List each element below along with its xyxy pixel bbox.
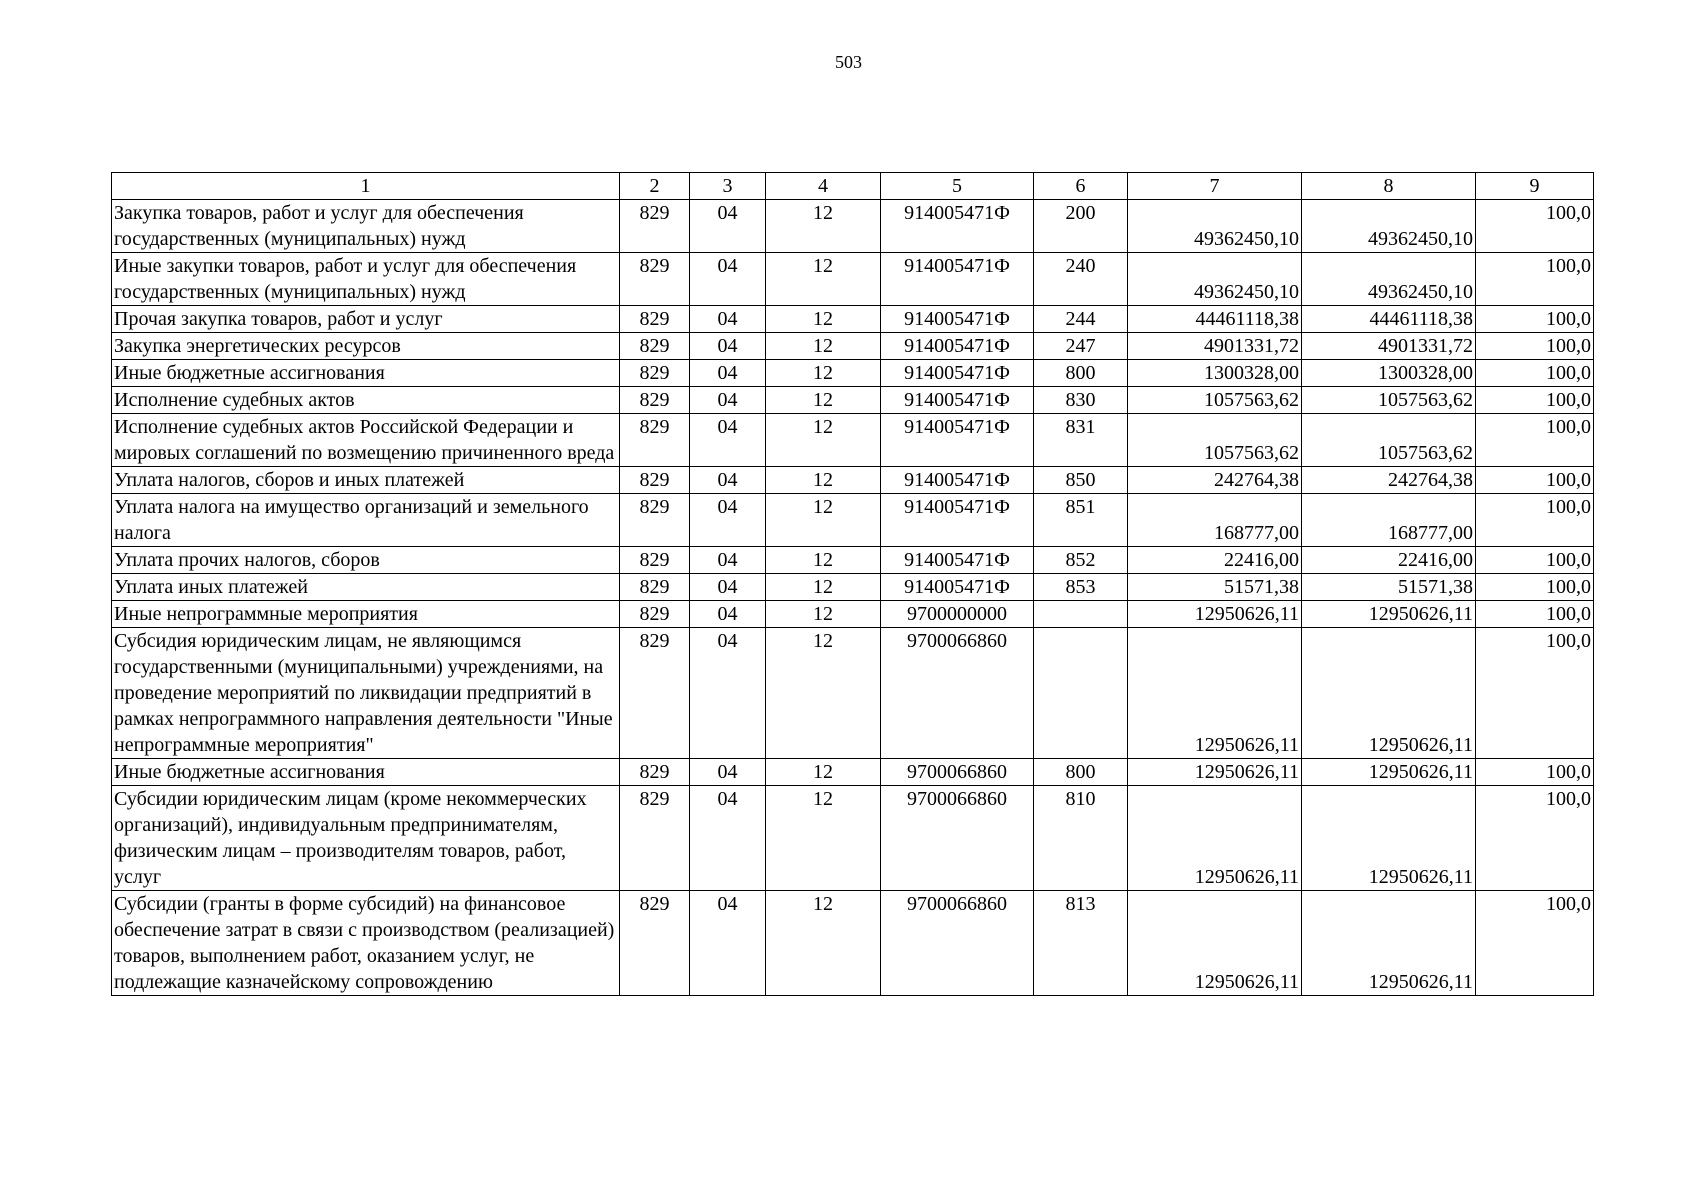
target-article-cell: 914005471Ф	[881, 574, 1034, 601]
table-row	[112, 494, 1594, 547]
plan-sum-cell: 1300328,00	[1128, 360, 1302, 387]
target-article-cell: 914005471Ф	[881, 494, 1034, 547]
target-article-cell: 914005471Ф	[881, 387, 1034, 414]
table-row	[112, 253, 1594, 306]
row-name-cell: Иные закупки товаров, работ и услуг для обеспечения государственных (муниципальных) нужд	[112, 253, 620, 306]
fact-sum-cell: 44461118,38	[1302, 306, 1476, 333]
percent-cell: 100,0	[1476, 333, 1594, 360]
section-code-cell: 04	[690, 786, 766, 891]
target-article-cell: 914005471Ф	[881, 253, 1034, 306]
section-code-cell: 04	[690, 200, 766, 253]
expense-type-cell: 247	[1034, 333, 1128, 360]
grbs-code-cell: 829	[620, 494, 690, 547]
plan-sum-cell: 49362450,10	[1128, 200, 1302, 253]
table-row	[112, 786, 1594, 891]
subsection-code-cell: 12	[766, 786, 881, 891]
percent-cell: 100,0	[1476, 200, 1594, 253]
row-name-cell: Субсидия юридическим лицам, не являющимся государственными (муниципальными) учреждениями, на проведение мероприятий по ликвидации предприятий в рамках непрограммного направления деятельности "Иные непрограммные мероприятия"	[112, 628, 620, 759]
expense-type-cell: 244	[1034, 306, 1128, 333]
expense-type-cell: 850	[1034, 467, 1128, 494]
percent-cell: 100,0	[1476, 306, 1594, 333]
grbs-code-cell: 829	[620, 306, 690, 333]
section-code-cell: 04	[690, 333, 766, 360]
section-code-cell: 04	[690, 387, 766, 414]
target-article-cell: 914005471Ф	[881, 547, 1034, 574]
row-name-cell: Прочая закупка товаров, работ и услуг	[112, 306, 620, 333]
grbs-code-cell: 829	[620, 601, 690, 628]
header-col-2: 2	[620, 173, 690, 200]
expense-type-cell	[1034, 601, 1128, 628]
plan-sum-cell: 12950626,11	[1128, 786, 1302, 891]
grbs-code-cell: 829	[620, 628, 690, 759]
expense-type-cell: 810	[1034, 786, 1128, 891]
expense-type-cell	[1034, 628, 1128, 759]
fact-sum-cell: 168777,00	[1302, 494, 1476, 547]
row-name-cell: Иные бюджетные ассигнования	[112, 360, 620, 387]
section-code-cell: 04	[690, 601, 766, 628]
section-code-cell: 04	[690, 467, 766, 494]
table-header-row	[112, 173, 1594, 200]
row-name-cell: Закупка энергетических ресурсов	[112, 333, 620, 360]
table-row	[112, 333, 1594, 360]
row-name-cell: Исполнение судебных актов Российской Федерации и мировых соглашений по возмещению причиненного вреда	[112, 414, 620, 467]
plan-sum-cell: 12950626,11	[1128, 628, 1302, 759]
plan-sum-cell: 44461118,38	[1128, 306, 1302, 333]
target-article-cell: 914005471Ф	[881, 306, 1034, 333]
table-row	[112, 891, 1594, 996]
plan-sum-cell: 22416,00	[1128, 547, 1302, 574]
subsection-code-cell: 12	[766, 601, 881, 628]
header-col-6: 6	[1034, 173, 1128, 200]
subsection-code-cell: 12	[766, 200, 881, 253]
section-code-cell: 04	[690, 759, 766, 786]
percent-cell: 100,0	[1476, 628, 1594, 759]
target-article-cell: 914005471Ф	[881, 414, 1034, 467]
header-col-4: 4	[766, 173, 881, 200]
table-row	[112, 601, 1594, 628]
header-col-8: 8	[1302, 173, 1476, 200]
target-article-cell: 9700066860	[881, 628, 1034, 759]
grbs-code-cell: 829	[620, 786, 690, 891]
row-name-cell: Закупка товаров, работ и услуг для обеспечения государственных (муниципальных) нужд	[112, 200, 620, 253]
subsection-code-cell: 12	[766, 547, 881, 574]
plan-sum-cell: 1057563,62	[1128, 414, 1302, 467]
header-col-5: 5	[881, 173, 1034, 200]
grbs-code-cell: 829	[620, 360, 690, 387]
section-code-cell: 04	[690, 574, 766, 601]
table-row	[112, 547, 1594, 574]
percent-cell: 100,0	[1476, 891, 1594, 996]
header-col-1: 1	[112, 173, 620, 200]
plan-sum-cell: 242764,38	[1128, 467, 1302, 494]
section-code-cell: 04	[690, 628, 766, 759]
fact-sum-cell: 12950626,11	[1302, 891, 1476, 996]
row-name-cell: Уплата прочих налогов, сборов	[112, 547, 620, 574]
percent-cell: 100,0	[1476, 360, 1594, 387]
section-code-cell: 04	[690, 306, 766, 333]
percent-cell: 100,0	[1476, 414, 1594, 467]
subsection-code-cell: 12	[766, 253, 881, 306]
row-name-cell: Уплата иных платежей	[112, 574, 620, 601]
plan-sum-cell: 4901331,72	[1128, 333, 1302, 360]
subsection-code-cell: 12	[766, 414, 881, 467]
percent-cell: 100,0	[1476, 786, 1594, 891]
plan-sum-cell: 12950626,11	[1128, 759, 1302, 786]
percent-cell: 100,0	[1476, 601, 1594, 628]
target-article-cell: 914005471Ф	[881, 467, 1034, 494]
percent-cell: 100,0	[1476, 759, 1594, 786]
table-row	[112, 360, 1594, 387]
fact-sum-cell: 22416,00	[1302, 547, 1476, 574]
target-article-cell: 914005471Ф	[881, 360, 1034, 387]
percent-cell: 100,0	[1476, 494, 1594, 547]
target-article-cell: 9700066860	[881, 759, 1034, 786]
target-article-cell: 914005471Ф	[881, 333, 1034, 360]
target-article-cell: 9700066860	[881, 891, 1034, 996]
expense-type-cell: 800	[1034, 759, 1128, 786]
subsection-code-cell: 12	[766, 387, 881, 414]
subsection-code-cell: 12	[766, 333, 881, 360]
row-name-cell: Уплата налогов, сборов и иных платежей	[112, 467, 620, 494]
expense-type-cell: 851	[1034, 494, 1128, 547]
fact-sum-cell: 51571,38	[1302, 574, 1476, 601]
table-row	[112, 467, 1594, 494]
grbs-code-cell: 829	[620, 200, 690, 253]
row-name-cell: Иные непрограммные мероприятия	[112, 601, 620, 628]
percent-cell: 100,0	[1476, 547, 1594, 574]
table-row	[112, 387, 1594, 414]
grbs-code-cell: 829	[620, 891, 690, 996]
budget-table-container	[111, 172, 1594, 996]
subsection-code-cell: 12	[766, 574, 881, 601]
target-article-cell: 914005471Ф	[881, 200, 1034, 253]
fact-sum-cell: 1057563,62	[1302, 387, 1476, 414]
subsection-code-cell: 12	[766, 360, 881, 387]
table-row	[112, 759, 1594, 786]
expense-type-cell: 831	[1034, 414, 1128, 467]
percent-cell: 100,0	[1476, 467, 1594, 494]
expense-type-cell: 853	[1034, 574, 1128, 601]
plan-sum-cell: 51571,38	[1128, 574, 1302, 601]
expense-type-cell: 800	[1034, 360, 1128, 387]
section-code-cell: 04	[690, 360, 766, 387]
table-row	[112, 200, 1594, 253]
subsection-code-cell: 12	[766, 759, 881, 786]
target-article-cell: 9700066860	[881, 786, 1034, 891]
fact-sum-cell: 12950626,11	[1302, 628, 1476, 759]
section-code-cell: 04	[690, 414, 766, 467]
grbs-code-cell: 829	[620, 333, 690, 360]
percent-cell: 100,0	[1476, 387, 1594, 414]
header-col-3: 3	[690, 173, 766, 200]
subsection-code-cell: 12	[766, 467, 881, 494]
target-article-cell: 9700000000	[881, 601, 1034, 628]
plan-sum-cell: 12950626,11	[1128, 891, 1302, 996]
fact-sum-cell: 242764,38	[1302, 467, 1476, 494]
plan-sum-cell: 49362450,10	[1128, 253, 1302, 306]
fact-sum-cell: 49362450,10	[1302, 253, 1476, 306]
section-code-cell: 04	[690, 253, 766, 306]
fact-sum-cell: 12950626,11	[1302, 759, 1476, 786]
page-number: 503	[835, 52, 862, 72]
table-row	[112, 306, 1594, 333]
table-row	[112, 628, 1594, 759]
header-col-7: 7	[1128, 173, 1302, 200]
fact-sum-cell: 1300328,00	[1302, 360, 1476, 387]
subsection-code-cell: 12	[766, 891, 881, 996]
grbs-code-cell: 829	[620, 574, 690, 601]
fact-sum-cell: 1057563,62	[1302, 414, 1476, 467]
budget-table	[111, 172, 1594, 996]
percent-cell: 100,0	[1476, 253, 1594, 306]
header-col-9: 9	[1476, 173, 1594, 200]
percent-cell: 100,0	[1476, 574, 1594, 601]
row-name-cell: Иные бюджетные ассигнования	[112, 759, 620, 786]
grbs-code-cell: 829	[620, 387, 690, 414]
plan-sum-cell: 168777,00	[1128, 494, 1302, 547]
table-row	[112, 574, 1594, 601]
row-name-cell: Исполнение судебных актов	[112, 387, 620, 414]
row-name-cell: Уплата налога на имущество организаций и земельного налога	[112, 494, 620, 547]
subsection-code-cell: 12	[766, 494, 881, 547]
fact-sum-cell: 12950626,11	[1302, 601, 1476, 628]
grbs-code-cell: 829	[620, 467, 690, 494]
expense-type-cell: 200	[1034, 200, 1128, 253]
section-code-cell: 04	[690, 547, 766, 574]
expense-type-cell: 813	[1034, 891, 1128, 996]
expense-type-cell: 852	[1034, 547, 1128, 574]
section-code-cell: 04	[690, 891, 766, 996]
fact-sum-cell: 12950626,11	[1302, 786, 1476, 891]
grbs-code-cell: 829	[620, 759, 690, 786]
plan-sum-cell: 12950626,11	[1128, 601, 1302, 628]
row-name-cell: Субсидии (гранты в форме субсидий) на финансовое обеспечение затрат в связи с производством (реализацией) товаров, выполнением работ, оказанием услуг, не подлежащие казначейскому сопровождению	[112, 891, 620, 996]
grbs-code-cell: 829	[620, 253, 690, 306]
expense-type-cell: 240	[1034, 253, 1128, 306]
plan-sum-cell: 1057563,62	[1128, 387, 1302, 414]
grbs-code-cell: 829	[620, 547, 690, 574]
subsection-code-cell: 12	[766, 628, 881, 759]
row-name-cell: Субсидии юридическим лицам (кроме некоммерческих организаций), индивидуальным предпринимателям, физическим лицам – производителям товаров, работ, услуг	[112, 786, 620, 891]
grbs-code-cell: 829	[620, 414, 690, 467]
fact-sum-cell: 49362450,10	[1302, 200, 1476, 253]
table-row	[112, 414, 1594, 467]
fact-sum-cell: 4901331,72	[1302, 333, 1476, 360]
subsection-code-cell: 12	[766, 306, 881, 333]
expense-type-cell: 830	[1034, 387, 1128, 414]
section-code-cell: 04	[690, 494, 766, 547]
